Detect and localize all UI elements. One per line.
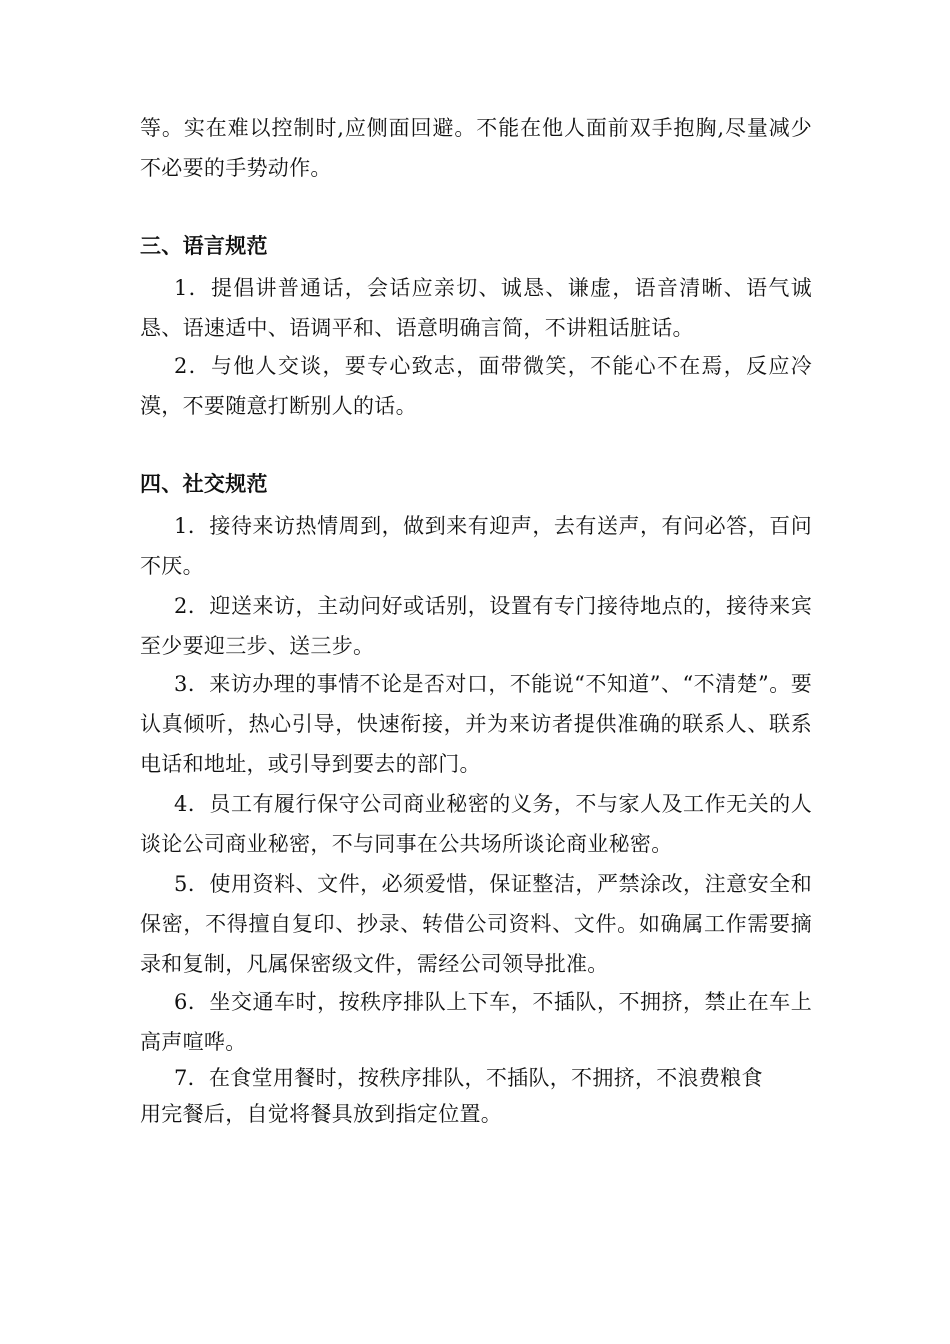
section-3-heading: 三、语言规范	[140, 234, 268, 258]
section-4-item-2: 2．迎送来访，主动问好或话别，设置有专门接待地点的，接待来宾至少要迎三步、送三步。	[140, 594, 812, 658]
section-4-item-4: 4．员工有履行保守公司商业秘密的义务，不与家人及工作无关的人谈论公司商业秘密，不与同事在公共场所谈论商业秘密。	[140, 792, 812, 856]
intro-paragraph: 等。实在难以控制时,应侧面回避。不能在他人面前双手抱胸,尽量减少不必要的手势动作。	[140, 116, 812, 180]
section-4-item-7: 7．在食堂用餐时，按秩序排队，不插队，不拥挤，不浪费粮食	[174, 1066, 763, 1090]
section-4-heading: 四、社交规范	[140, 472, 268, 496]
section-3-item-1: 1．提倡讲普通话，会话应亲切、诚恳、谦虚，语音清晰、语气诚恳、语速适中、语调平和、语意明确言简，不讲粗话脏话。	[140, 276, 812, 340]
section-4-item-5: 5．使用资料、文件，必须爱惜，保证整洁，严禁涂改，注意安全和保密，不得擅自复印、抄录、转借公司资料、文件。如确属工作需要摘录和复制，凡属保密级文件，需经公司领导批准。	[140, 872, 812, 976]
section-4-item-3: 3．来访办理的事情不论是否对口，不能说“不知道”、“不清楚”。要认真倾听，热心引导，快速衔接，并为来访者提供准确的联系人、联系电话和地址，或引导到要去的部门。	[140, 672, 812, 776]
section-4-item-7-continuation: 用完餐后，自觉将餐具放到指定位置。	[140, 1102, 503, 1126]
section-4-item-1: 1．接待来访热情周到，做到来有迎声，去有送声，有问必答，百问不厌。	[140, 514, 812, 578]
section-3-item-2: 2．与他人交谈，要专心致志，面带微笑，不能心不在焉，反应冷漠，不要随意打断别人的话。	[140, 354, 812, 418]
section-4-item-6: 6．坐交通车时，按秩序排队上下车，不插队，不拥挤，禁止在车上高声喧哗。	[140, 990, 812, 1054]
